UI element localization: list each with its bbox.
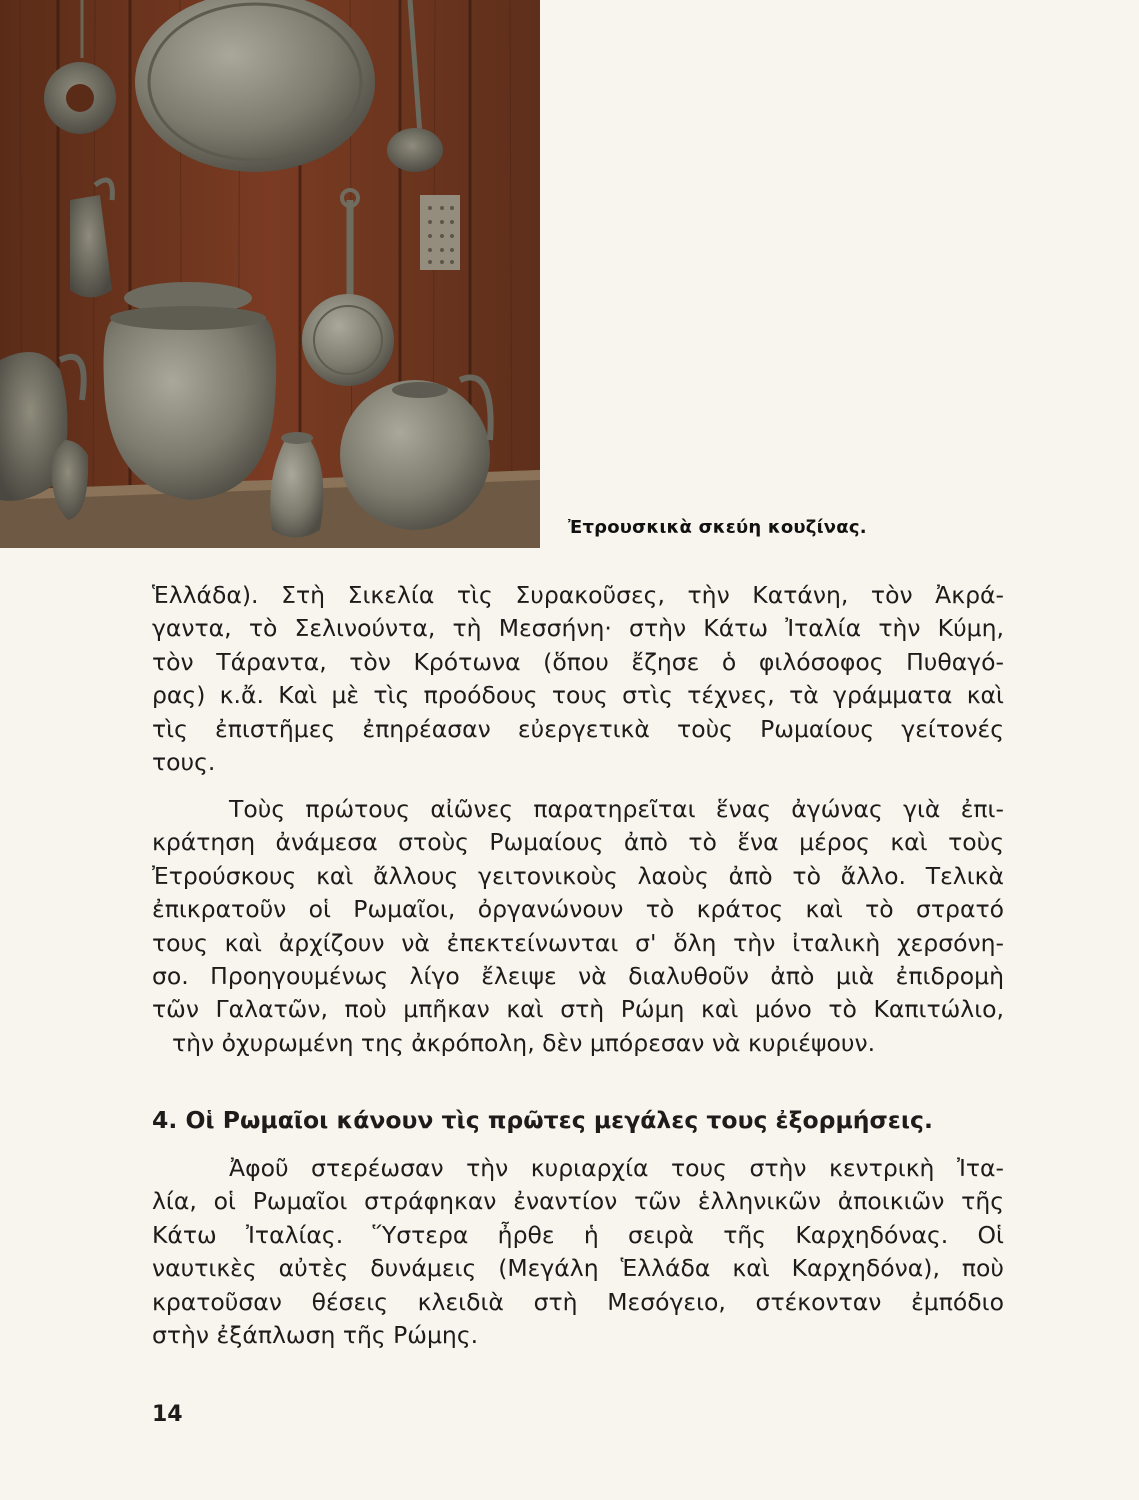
text-line: Τοὺς πρώτους αἰῶνες παρατηρεῖται ἕνας ἀγώνας γιὰ ἐπι- bbox=[229, 795, 1004, 823]
figure-caption: Ἐτρουσκικὰ σκεύη κουζίνας. bbox=[568, 517, 867, 538]
text-line: τὶς ἐπιστῆμες ἐπηρέασαν εὐεργετικὰ τοὺς Ρωμαίους γείτονές bbox=[152, 714, 1004, 743]
text-line: τὸν Τάραντα, τὸν Κρότωνα (ὅπου ἔζησε ὁ φιλόσοφος Πυθαγό- bbox=[152, 647, 1004, 676]
text-line: τους. bbox=[152, 747, 216, 776]
paragraph-1 bbox=[152, 579, 1004, 779]
text-line: τὴν ὀχυρωμένη της ἀκρόπολη, δὲν μπόρεσαν νὰ κυριέψουν. bbox=[172, 1028, 876, 1057]
text-line: σο. Προηγουμένως λίγο ἔλειψε νὰ διαλυθοῦν ἀπὸ μιὰ ἐπιδρομὴ bbox=[152, 961, 1004, 990]
text-line: Ἀφοῦ στερέωσαν τὴν κυριαρχία τους στὴν κεντρικὴ Ἰτα- bbox=[229, 1154, 1004, 1182]
paragraph-2 bbox=[152, 793, 1004, 1060]
text-line: Ἐτρούσκους καὶ ἄλλους γειτονικοὺς λαοὺς ἀπὸ τὸ ἄλλο. Τελικὰ bbox=[152, 861, 1004, 890]
text-line: λία, οἱ Ρωμαῖοι στράφηκαν ἐναντίον τῶν ἑλληνικῶν ἀποικιῶν τῆς bbox=[152, 1187, 1004, 1216]
text-line: γαντα, τὸ Σελινούντα, τὴ Μεσσήνη· στὴν Κάτω Ἰταλία τὴν Κύμη, bbox=[152, 614, 1004, 643]
text-line: τῶν Γαλατῶν, ποὺ μπῆκαν καὶ στὴ Ρώμη καὶ μόνο τὸ Καπιτώλιο, bbox=[152, 995, 1004, 1024]
text-line: κρατοῦσαν θέσεις κλειδιὰ στὴ Μεσόγειο, στέκονταν ἐμπόδιο bbox=[152, 1287, 1004, 1316]
text-line: στὴν ἐξάπλωση τῆς Ρώμης. bbox=[152, 1320, 479, 1349]
text-line: ναυτικὲς αὐτὲς δυνάμεις (Μεγάλη Ἑλλάδα καὶ Καρχηδόνα), ποὺ bbox=[152, 1254, 1004, 1283]
text-line: ἐπικρατοῦν οἱ Ρωμαῖοι, ὀργανώνουν τὸ κράτος καὶ τὸ στρατό bbox=[152, 895, 1004, 924]
page-number: 14 bbox=[152, 1402, 183, 1427]
section-heading: 4. Οἱ Ρωμαῖοι κάνουν τὶς πρῶτες μεγάλες τους ἐξορμήσεις. bbox=[152, 1106, 933, 1134]
text-line: κράτηση ἀνάμεσα στοὺς Ρωμαίους ἀπὸ τὸ ἕνα μέρος καὶ τοὺς bbox=[152, 828, 1004, 857]
text-line: Κάτω Ἰταλίας. Ὕστερα ἦρθε ἡ σειρὰ τῆς Καρχηδόνας. Οἱ bbox=[152, 1220, 1004, 1249]
text-line: τους καὶ ἀρχίζουν νὰ ἐπεκτείνωνται σ' ὅλη τὴν ἰταλικὴ χερσόνη- bbox=[152, 928, 1004, 957]
text-line: ρας) κ.ἄ. Καὶ μὲ τὶς προόδους τους στὶς τέχνες, τὰ γράμματα καὶ bbox=[152, 681, 1004, 710]
etruscan-utensils-photo bbox=[0, 0, 540, 548]
text-line: Ἑλλάδα). Στὴ Σικελία τὶς Συρακοῦσες, τὴν Κατάνη, τὸν Ἀκρά- bbox=[152, 581, 1004, 609]
paragraph-3 bbox=[152, 1152, 1004, 1352]
